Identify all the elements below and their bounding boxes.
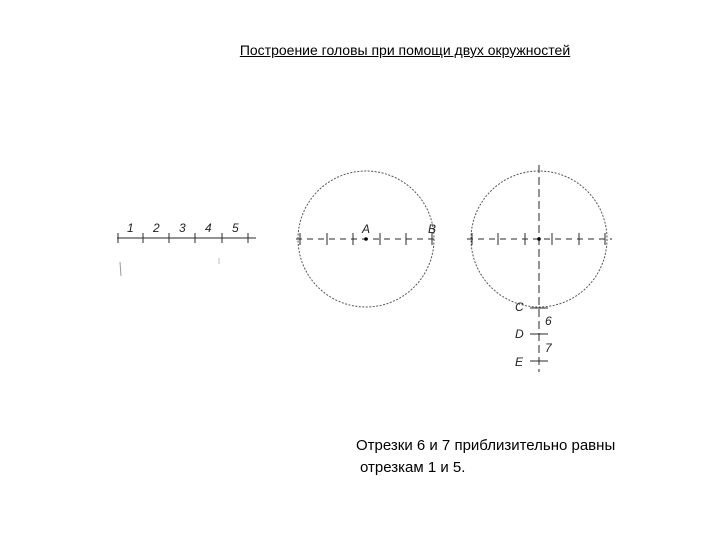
segment-label-7: 7 (545, 341, 552, 355)
page-title: Построение головы при помощи двух окружностей (239, 42, 571, 58)
label-e: E (515, 355, 524, 369)
ruler-label-4: 4 (205, 221, 212, 235)
ruler-label-3: 3 (179, 221, 186, 235)
segment-label-6: 6 (545, 314, 552, 328)
stray-mark (120, 262, 121, 276)
label-d: D (515, 327, 524, 341)
ruler-label-5: 5 (232, 221, 239, 235)
ruler-label-2: 2 (153, 221, 160, 235)
ruler-label-1: 1 (127, 221, 134, 235)
label-c: C (515, 300, 524, 314)
label-b: B (428, 222, 437, 236)
ruler-labels (127, 221, 239, 235)
right-circle-construction (467, 165, 612, 372)
center-point (537, 237, 541, 241)
explanation-note (356, 435, 615, 479)
label-a: A (362, 222, 371, 236)
note-line-2: отрезкам 1 и 5. (360, 459, 466, 476)
note-line-1: Отрезки 6 и 7 приблизительно равны (356, 437, 616, 454)
center-point-a (364, 237, 368, 241)
left-circle-construction (296, 171, 438, 307)
